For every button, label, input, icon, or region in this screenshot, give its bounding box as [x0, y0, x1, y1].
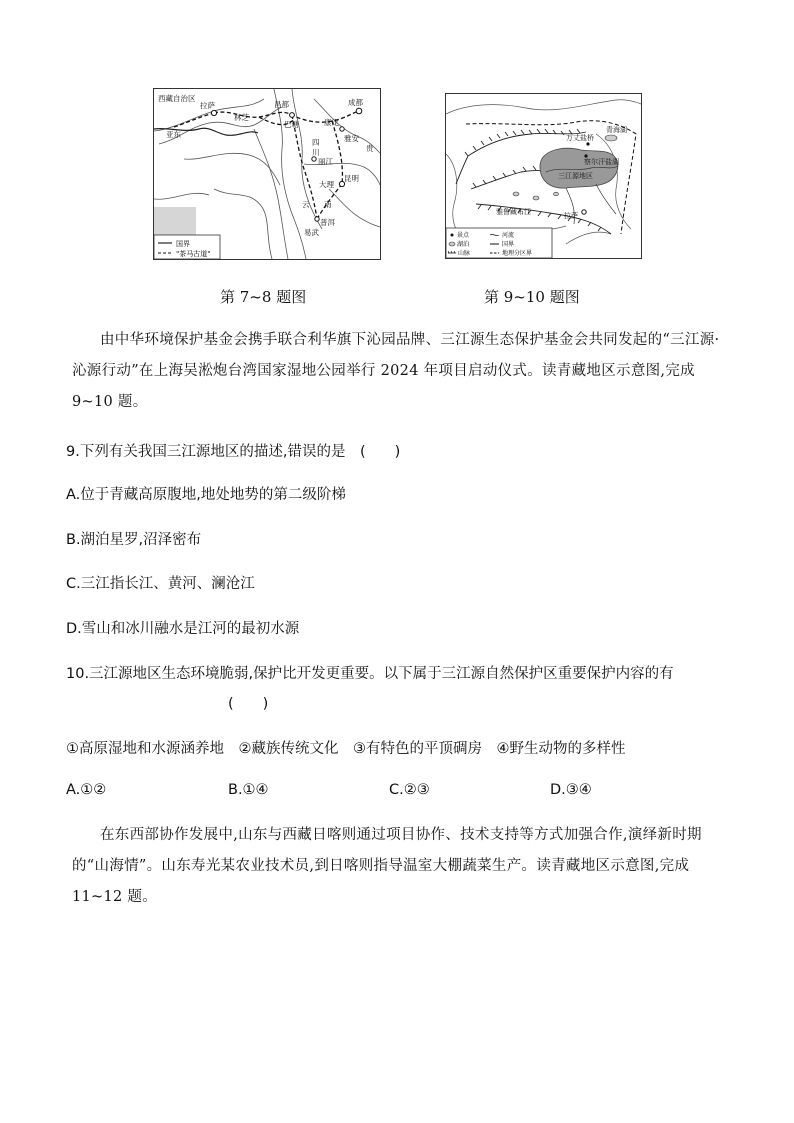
label-dali: 大理 — [319, 180, 334, 189]
label-qinghaihu: 青海湖 — [606, 126, 627, 134]
label-keke: 察尔汗盐湖 — [584, 158, 619, 166]
label-changdu: 昌都 — [274, 100, 289, 109]
legend-road-label: "茶马古道" — [176, 250, 211, 258]
label-lhasa-2: 拉萨 — [564, 212, 578, 220]
question-9-stem: 9.下列有关我国三江源地区的描述,错误的是 ( ) — [66, 444, 401, 460]
legend-border-label: 国界 — [176, 240, 190, 248]
label-sanjiangyuan: 三江源地区 — [558, 172, 593, 180]
question-9-option-a: A.位于青藏高原腹地,地处地势的第二级阶梯 — [66, 487, 346, 503]
question-10-option-d: D.③④ — [550, 782, 592, 798]
legend-border-label-2: 国界 — [502, 241, 515, 248]
label-si: 四 — [312, 138, 320, 147]
map2-legend — [446, 228, 552, 258]
map-qinghai-tibet — [445, 93, 642, 259]
label-yadong: 亚东 — [166, 130, 181, 139]
legend-divide-label: 地理分区界 — [502, 250, 533, 257]
label-kunming: 昆明 — [344, 174, 359, 183]
question-9-option-b: B.湖泊星罗,沼泽密布 — [66, 532, 202, 548]
label-yun: 云 — [302, 200, 310, 209]
caption-left: 第 7~8 题图 — [220, 288, 307, 306]
question-10-items: ①高原湿地和水源涵养地 ②藏族传统文化 ③有特色的平顶碉房 ④野生动物的多样性 — [66, 741, 626, 757]
label-yaluzangbu: 雅鲁藏布江 — [496, 208, 531, 216]
map-qinghai-tibet-drawing — [446, 94, 641, 258]
question-10-stem: 10.三江源地区生态环境脆弱,保护比开发更重要。以下属于三江源自然保护区重要保护内容的有 — [66, 666, 674, 682]
question-10-bracket: ( ) — [228, 696, 269, 712]
label-linzhi: 林芝 — [234, 113, 249, 122]
label-region: 西藏自治区 — [158, 94, 196, 103]
map-tea-horse-road-drawing — [154, 89, 380, 259]
map1-legend — [154, 235, 220, 259]
caption-right: 第 9~10 题图 — [484, 288, 580, 306]
label-yaan: 雅安 — [344, 134, 359, 143]
intro-paragraph-9-10: 由中华环境保护基金会携手联合利华旗下沁园品牌、三江源生态保护基金会共同发起的“三江源·沁源行动”在上海吴淞炮台湾国家湿地公园举行 2024 年项目启动仪式。读青藏地区示意图,完成 9~10 题。 — [72, 332, 720, 410]
label-batang: 巴塘 — [284, 120, 299, 129]
label-chuan: 川 — [312, 148, 320, 157]
intro-paragraph-11-12: 在东西部协作发展中,山东与西藏日喀则通过项目协作、技术支持等方式加强合作,演绎新时期的“山海情”。山东寿光某农业技术员,到日喀则指导温室大棚蔬菜生产。读青藏地区示意图,完成 11~12 题。 — [72, 827, 702, 905]
sanjiangyuan-region — [540, 148, 618, 188]
label-nan: 南 — [324, 200, 332, 209]
question-10-option-c: C.②③ — [389, 782, 430, 798]
legend-lake-label: 湖泊 — [457, 241, 470, 248]
question-10-option-a: A.①② — [66, 782, 107, 798]
label-wandanhu: 万丈盐桥 — [566, 134, 594, 142]
legend-spot-label: 景点 — [457, 232, 470, 239]
label-chengdu: 成都 — [348, 98, 363, 107]
label-lhasa: 拉萨 — [200, 101, 215, 110]
legend-river-label: 河流 — [502, 232, 515, 239]
label-puer: 普洱 — [320, 218, 335, 227]
label-kangding: 康定 — [324, 118, 339, 127]
label-yiwu: 易武 — [304, 228, 319, 237]
question-10-option-b: B.①④ — [228, 782, 269, 798]
question-9-option-d: D.雪山和冰川融水是江河的最初水源 — [66, 621, 300, 637]
label-lijiang: 丽江 — [318, 157, 333, 166]
question-9-option-c: C.三江指长江、黄河、澜沧江 — [66, 576, 255, 592]
label-gui: 贵 — [366, 144, 374, 153]
legend-mountain-label: 山脉 — [458, 250, 471, 257]
map-tea-horse-road — [153, 88, 381, 260]
